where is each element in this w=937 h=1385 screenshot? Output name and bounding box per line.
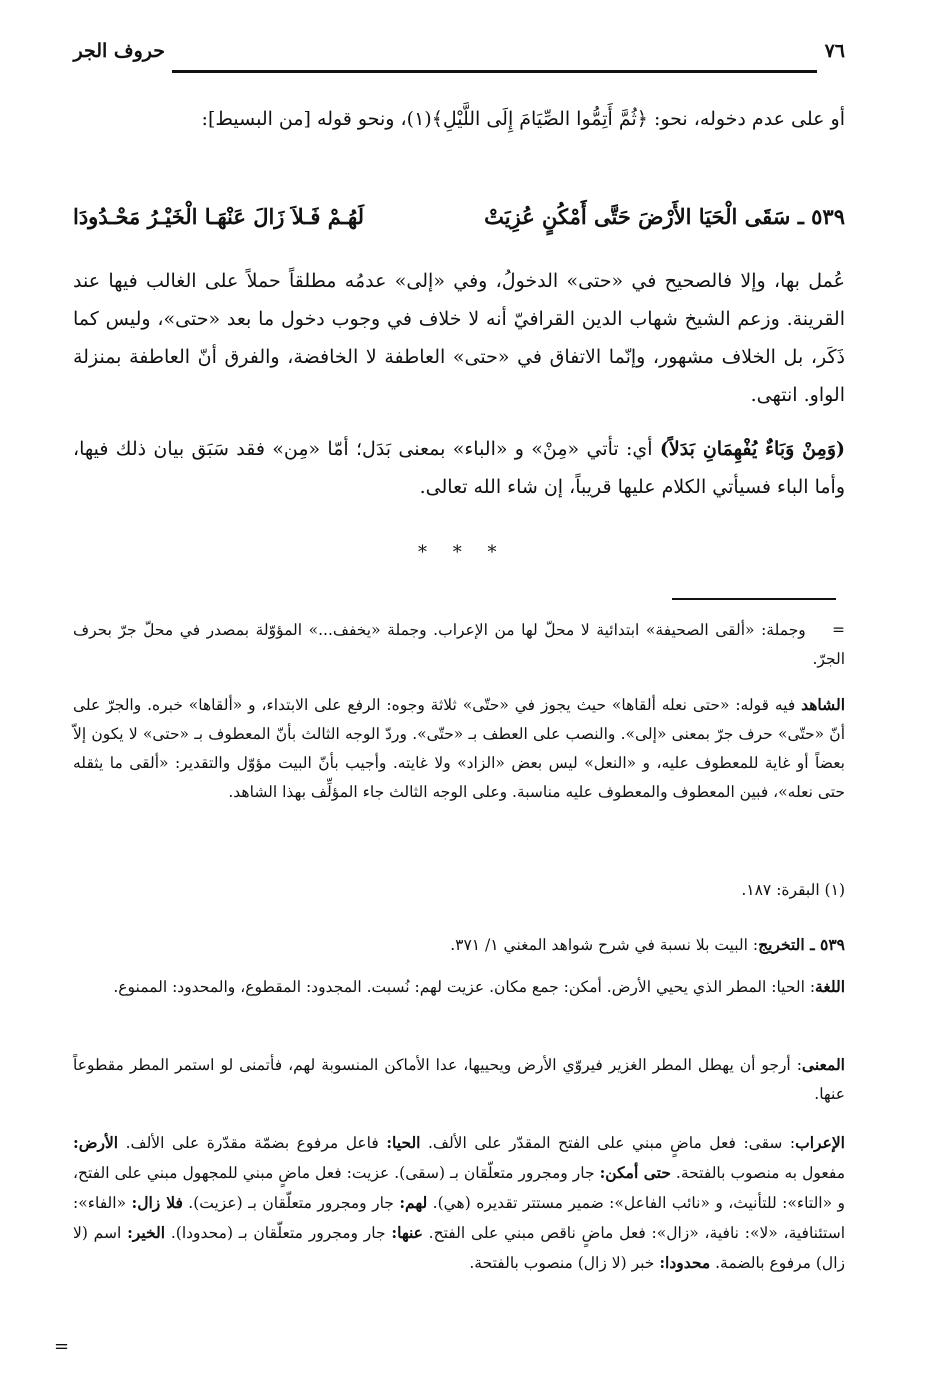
footnote-quran-ref <box>73 876 845 905</box>
irab-term: فلا زال: <box>131 1193 183 1212</box>
paragraph-text: عُمل بها، وإلا فالصحيح في «حتى» الدخولُ، وفي «إلى» عدمُه مطلقاً حملاً على الغالب فيها عند القرينة. وزعم الشيخ شهاب الدين القرافيّ أنه لا خلاف في وجوب دخول ما بعد «حتى»، وليس كما ذَكَر، بل الخلاف مشهور، وإنّما الاتفاق في «حتى» العاطفة لا الخافضة، والفرق أنّ العاطفة بمنزلة الواو. انتهى. <box>73 270 845 406</box>
irab-term: لهم: <box>399 1193 428 1212</box>
footnote-label: ٥٣٩ ـ التخريج <box>758 935 845 954</box>
irab-term: الخير: <box>127 1223 166 1242</box>
continuation-marker: = <box>832 621 845 639</box>
footnote-continuation <box>73 616 845 674</box>
header-rule <box>172 70 817 73</box>
footnote-text: جار ومجرور متعلّقان بـ (سقى). عزيت: فعل ماضٍ مبني للمجهول مبني على الفتح، و «التاء»: للتأنيث، و «نائب الفاعل»: ضمير مستتر تقديره (هي). <box>73 1164 846 1212</box>
irab-term: الحيا: <box>386 1133 421 1152</box>
footnote-text: فاعل مرفوع بضمّة مقدّرة على الألف. <box>118 1134 387 1152</box>
footnote-text: وجملة: «ألقى الصحيفة» ابتدائية لا محلّ لها من الإعراب. وجملة «يخفف...» المؤوّلة بمصدر في محلّ جرّ بحرف الجرّ. <box>73 621 845 668</box>
verse-first-hemistich <box>484 204 845 229</box>
footnote-label: المعنى <box>801 1055 845 1074</box>
paragraph-intro <box>73 100 845 138</box>
footnote-shahid <box>73 690 845 807</box>
page-number: ٧٦ <box>824 40 845 62</box>
verse-second-hemistich: لَهُـمْ فَـلاَ زَالَ عَنْهَـا الْخَيْـرُ مَحْـدُودَا <box>73 204 364 229</box>
paragraph-text: أي: تأتي «مِنْ» و «الباء» بمعنى بَدَل؛ أمّا «مِن» فقد سَبَق بيان ذلك فيها، وأما الباء فسيأتي الكلام عليها قريباً، إن شاء الله تعالى. <box>73 438 845 498</box>
footnote-text: : الحيا: المطر الذي يحيي الأرض. أمكن: جمع مكان. عزيت لهم: نُسبت. المجدود: المقطوع، والمحدود: الممنوع. <box>113 978 816 996</box>
irab-term: عنها: <box>391 1223 423 1242</box>
footnote-text: اسم (لا زال) مرفوع بالضمة. <box>73 1224 845 1272</box>
footnote-text: خبر (لا زال) منصوب بالفتحة. <box>469 1254 660 1272</box>
verse-first-hemistich-text: سَقَى الْحَيَا الأَرْضَ حَتَّى أَمْكُنٍ عُزِيَتْ <box>484 204 791 229</box>
irab-term: محدودا: <box>659 1253 711 1272</box>
footnote-separator <box>672 598 836 600</box>
running-header-title: حروف الجر <box>73 40 165 62</box>
verse-number: ٥٣٩ ـ <box>797 204 845 229</box>
footnote-label: الشاهد <box>801 695 845 714</box>
footnote-text: : أرجو أن يهطل المطر الغزير فيروّي الأرض ويحييها، عدا الأماكن المنسوبة لهم، فأتمنى لو استمر المطر مقطوعاً عنها. <box>73 1056 845 1103</box>
footnote-mana <box>73 1050 845 1109</box>
footnote-text: جار ومجرور متعلّقان بـ (عزيت). <box>182 1194 400 1212</box>
section-divider-stars: * * * <box>418 542 507 563</box>
footnote-text: (١) البقرة: ١٨٧. <box>741 881 845 899</box>
footnote-text: : البيت بلا نسبة في شرح شواهد المغني ١/ ٣٧١. <box>450 936 759 954</box>
footnote-label: الإعراب <box>795 1133 845 1152</box>
paragraph-text: أو على عدم دخوله، نحو: ﴿ثُمَّ أَتِمُّوا الصِّيَامَ إِلَى اللَّيْلِ﴾(١)، ونحو قوله [من البسيط]: <box>201 108 845 130</box>
footnote-text: «الفاء»: استئنافية، «لا»: نافية، «زال»: فعل ماضٍ ناقص مبني على الفتح. <box>73 1194 846 1242</box>
footnote-label: اللغة <box>815 977 845 996</box>
irab-term: حتى أمكن: <box>599 1163 671 1182</box>
irab-term: الأرض: <box>73 1133 119 1152</box>
footnote-lugha <box>73 972 845 1002</box>
footnote-text: فيه قوله: «حتى نعله ألقاها» حيث يجوز في «حتّى» ثلاثة وجوه: الرفع على الابتداء، و «ألقاها» خبره. والجرّ على أنّ «حتّى» حرف جرّ بمعنى «إلى». والنصب على العطف بـ «حتّى». وردّ الوجه الثالث بأنّ المعطوف بـ «حتى» لا يكون إلاّ بعضاً أو غاية للمعطوف عليه، و «النعل» ليس بعض «الزاد» ولا غايته. وأجيب بأنّ البيت مؤوّل والتقدير: «ألقى ما يثقله حتى نعله»، فبين المعطوف والمعطوف عليه مناسبة. وعلى الوجه الثالث جاء المؤلِّف بهذا الشاهد. <box>73 696 845 801</box>
paragraph-min-ba <box>73 430 845 506</box>
footnote-text: : سقى: فعل ماضٍ مبني على الفتح المقدّر على الألف. <box>420 1134 796 1152</box>
paragraph-explanation <box>73 262 845 414</box>
footnote-text: مفعول به منصوب بالفتحة. <box>670 1164 846 1182</box>
continuation-marker: = <box>54 1336 70 1357</box>
footnote-takhrij <box>73 930 845 960</box>
verse-539 <box>73 204 845 244</box>
footnote-text: جار ومجرور متعلّقان بـ (محدودا). <box>165 1224 392 1242</box>
alfiyya-quote: (وَمِنْ وَبَاءٌ يُفْهِمَانِ بَدَلاً) <box>659 438 845 460</box>
footnote-irab <box>73 1128 845 1278</box>
